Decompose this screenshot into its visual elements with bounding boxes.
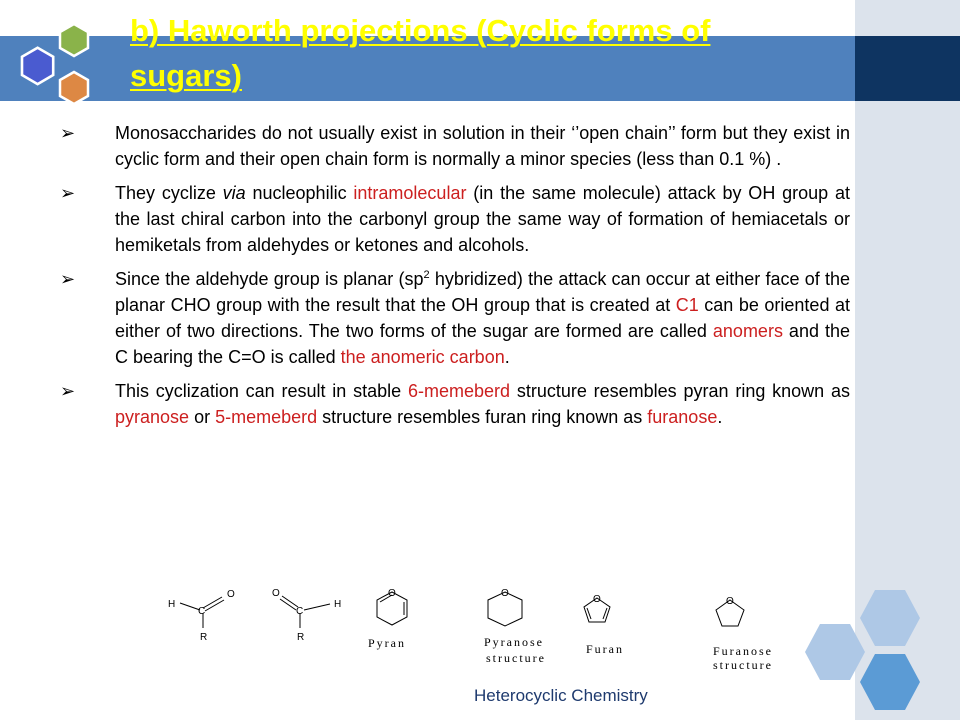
atom-o: O — [272, 588, 280, 599]
hexagon-light-1 — [860, 590, 920, 646]
bullet-item — [60, 266, 850, 370]
text-segment: and the C bearing the C=O is called — [115, 321, 850, 367]
label-pyranose: Pyranose — [484, 635, 544, 649]
slide-title: b) Haworth projections (Cyclic forms of sugars) — [130, 13, 711, 93]
text-segment: (in the same molecule) attack by OH group at the last chiral carbon into the carbonyl group the same way of formation of hemiacetals or hemiketals from aldehydes or ketones and alcohols. — [115, 183, 851, 255]
bullet-item — [60, 120, 850, 172]
text-segment: or — [189, 407, 216, 427]
bullet-list — [60, 120, 850, 438]
hexagon-light-2 — [805, 624, 865, 680]
bullet-item — [60, 180, 850, 258]
label-furanose-structure: structure — [713, 658, 773, 670]
atom-c: C — [296, 606, 304, 617]
label-pyran: Pyran — [368, 636, 406, 650]
atom-r: R — [297, 632, 305, 643]
hexagon-blue — [22, 48, 53, 84]
text-segment: Since the aldehyde group is planar (sp — [115, 269, 424, 289]
text-segment: can be oriented at either of two directions. The two forms of the sugar are formed are called — [115, 295, 851, 341]
atom-o: O — [501, 588, 509, 599]
highlighted-term: pyranose — [115, 407, 190, 427]
atom-c: C — [198, 606, 206, 617]
text-segment: . — [717, 407, 723, 427]
arrow-bullet-icon: ➢ — [60, 269, 76, 289]
label-furan: Furan — [586, 642, 624, 656]
highlighted-term: 5-memeberd — [215, 407, 318, 427]
header-dark-block — [855, 36, 960, 101]
highlighted-term: anomers — [712, 321, 783, 341]
atom-o: O — [593, 594, 601, 605]
atom-o: O — [726, 596, 734, 607]
text-segment: 2 — [423, 269, 430, 281]
atom-r: R — [200, 632, 208, 643]
text-segment: hybridized) the attack can occur at either face of the planar CHO group with the result that the OH group that is created at — [115, 269, 850, 315]
bullet-text — [115, 266, 850, 370]
highlighted-term: the anomeric carbon — [340, 347, 505, 367]
arrow-bullet-icon: ➢ — [60, 123, 76, 143]
text-segment: Monosaccharides do not usually exist in solution in their ‘’open chain’’ form but they exist in cyclic form and their open chain form is normally a minor species (less than 0.1 %) . — [115, 123, 850, 169]
hexagon-logo — [10, 20, 120, 120]
bullet-text — [115, 378, 850, 430]
atom-h: H — [334, 599, 342, 610]
text-segment: nucleophilic — [245, 183, 354, 203]
hexagon-green — [60, 24, 88, 56]
arrow-bullet-icon: ➢ — [60, 183, 76, 203]
highlighted-term: furanose — [647, 407, 718, 427]
ring-structures-figure — [160, 580, 800, 670]
text-segment: structure resembles furan ring known as — [317, 407, 648, 427]
atom-o: O — [388, 588, 396, 599]
highlighted-term: 6-memeberd — [407, 381, 511, 401]
bullet-text — [115, 180, 850, 258]
aldehyde-structure-2 — [280, 596, 330, 628]
text-segment: via — [222, 183, 246, 203]
atom-h: H — [168, 599, 176, 610]
label-furanose: Furanose — [713, 644, 773, 658]
text-segment: . — [504, 347, 510, 367]
hexagon-orange — [60, 72, 88, 104]
footer-text: Heterocyclic Chemistry — [474, 686, 648, 705]
highlighted-term: C1 — [675, 295, 699, 315]
highlighted-term: intramolecular — [353, 183, 467, 203]
arrow-bullet-icon: ➢ — [60, 381, 76, 401]
hexagon-light-3 — [860, 654, 920, 710]
decorative-hexagons — [805, 590, 960, 720]
bullet-item — [60, 378, 850, 430]
atom-o: O — [227, 589, 235, 600]
bullet-text — [115, 120, 850, 172]
text-segment: This cyclization can result in stable — [115, 381, 408, 401]
text-segment: structure resembles pyran ring known as — [510, 381, 850, 401]
label-pyranose-structure: structure — [486, 651, 546, 665]
text-segment: They cyclize — [115, 183, 223, 203]
